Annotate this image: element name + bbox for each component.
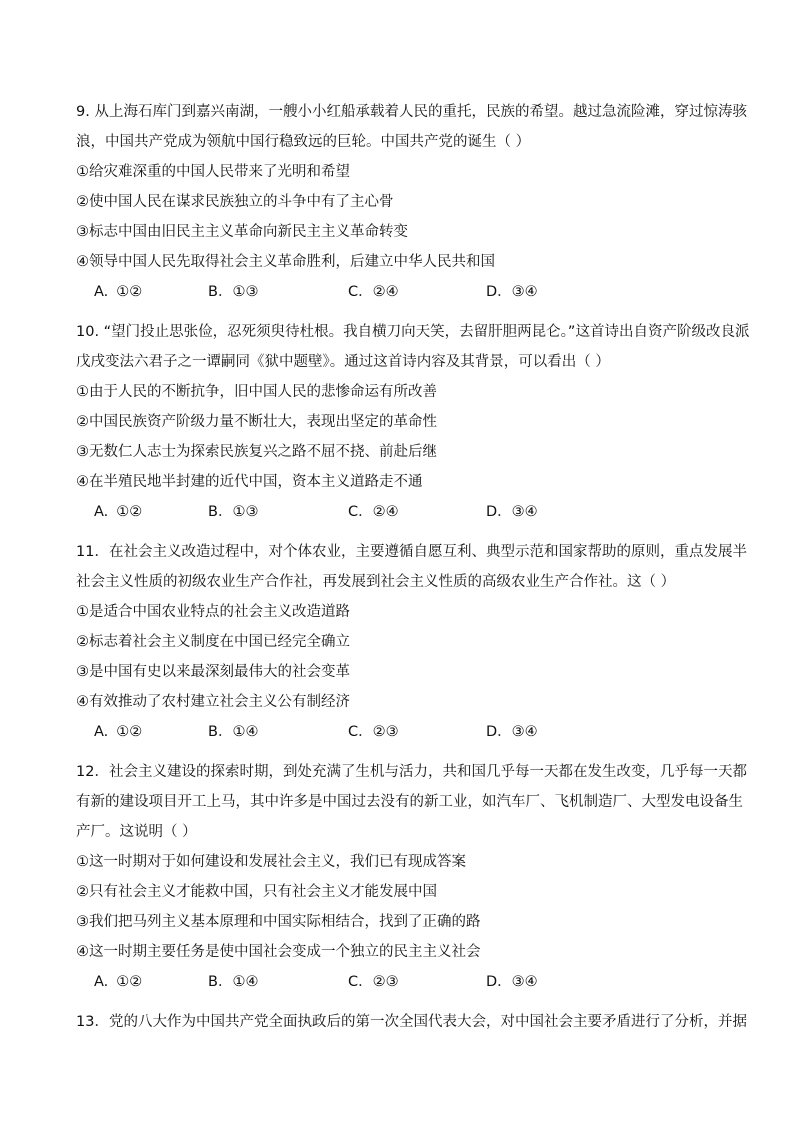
option-d[interactable]: D．③④ <box>486 974 538 990</box>
question-stem-line: 12．社会主义建设的探索时期，到处充满了生机与活力，共和国几乎每一天都在发生改变，几乎每一天都 <box>76 764 747 780</box>
statement-4: ④领导中国人民先取得社会主义革命胜利，后建立中华人民共和国 <box>76 254 495 270</box>
statement-2: ②使中国人民在谋求民族独立的斗争中有了主心骨 <box>76 194 394 210</box>
question-11 <box>76 537 747 747</box>
statement-3: ③是中国有史以来最深刻最伟大的社会变革 <box>76 664 350 680</box>
option-c[interactable]: C．②③ <box>348 724 399 740</box>
question-stem-line: 13．党的八大作为中国共产党全面执政后的第一次全国代表大会，对中国社会主要矛盾进行了分析，并据 <box>76 1014 747 1030</box>
option-d[interactable]: D．③④ <box>486 284 538 300</box>
question-stem-line: 11．在社会主义改造过程中，对个体农业，主要遵循自愿互利、典型示范和国家帮助的原则，重点发展半 <box>76 544 747 560</box>
option-a[interactable]: A. ①② <box>94 974 143 990</box>
statement-2: ②只有社会主义才能救中国，只有社会主义才能发展中国 <box>76 884 437 900</box>
question-stem-line: 9. 从上海石库门到嘉兴南湖，一艘小小红船承载着人民的重托，民族的希望。越过急流险滩，穿过惊涛骇 <box>76 104 747 120</box>
option-a[interactable]: A. ①② <box>94 724 143 740</box>
statement-3: ③标志中国由旧民主主义革命向新民主主义革命转变 <box>76 224 408 240</box>
statement-1: ①由于人民的不断抗争，旧中国人民的悲惨命运有所改善 <box>76 384 437 400</box>
question-10 <box>76 317 750 527</box>
statement-2: ②标志着社会主义制度在中国已经完全确立 <box>76 634 350 650</box>
option-d[interactable]: D．③④ <box>486 724 538 740</box>
statement-1: ①给灾难深重的中国人民带来了光明和希望 <box>76 164 350 180</box>
option-c[interactable]: C．②④ <box>348 284 399 300</box>
question-12 <box>76 757 747 997</box>
statement-1: ①这一时期对于如何建设和发展社会主义，我们已有现成答案 <box>76 854 466 870</box>
option-a[interactable]: A. ①② <box>94 284 143 300</box>
statement-1: ①是适合中国农业特点的社会主义改造道路 <box>76 604 350 620</box>
question-13 <box>76 1007 747 1037</box>
question-stem-line: 社会主义性质的初级农业生产合作社，再发展到社会主义性质的高级农业生产合作社。这（ ） <box>76 574 676 590</box>
question-stem-line: 10. “望门投止思张俭，忍死须臾待杜根。我自横刀向天笑，去留肝胆两昆仑。”这首诗出自资产阶级改良派 <box>76 324 750 340</box>
statement-3: ③我们把马列主义基本原理和中国实际相结合，找到了正确的路 <box>76 914 481 930</box>
statement-4: ④这一时期主要任务是使中国社会变成一个独立的民主主义社会 <box>76 944 481 960</box>
answer-options <box>76 717 724 747</box>
option-c[interactable]: C．②④ <box>348 504 399 520</box>
option-d[interactable]: D．③④ <box>486 504 538 520</box>
option-b[interactable]: B．①④ <box>208 974 259 990</box>
question-stem-line: 产厂。这说明（ ） <box>76 824 197 840</box>
question-stem-line: 戊戌变法六君子之一谭嗣同《狱中题壁》。通过这首诗内容及其背景，可以看出（ ） <box>76 354 610 370</box>
question-stem-line: 浪，中国共产党成为领航中国行稳致远的巨轮。中国共产党的诞生（ ） <box>76 134 531 150</box>
option-b[interactable]: B．①③ <box>208 284 259 300</box>
statement-2: ②中国民族资产阶级力量不断壮大，表现出坚定的革命性 <box>76 414 437 430</box>
option-b[interactable]: B．①③ <box>208 504 259 520</box>
question-stem-line: 有新的建设项目开工上马，其中许多是中国过去没有的新工业，如汽车厂、飞机制造厂、大型发电设备生 <box>76 794 743 810</box>
answer-options <box>76 277 724 307</box>
statement-3: ③无数仁人志士为探索民族复兴之路不屈不挠、前赴后继 <box>76 444 437 460</box>
option-a[interactable]: A. ①② <box>94 504 143 520</box>
option-c[interactable]: C．②③ <box>348 974 399 990</box>
answer-options <box>76 497 724 527</box>
statement-4: ④有效推动了农村建立社会主义公有制经济 <box>76 694 350 710</box>
question-9 <box>76 97 747 307</box>
answer-options <box>76 967 724 997</box>
statement-4: ④在半殖民地半封建的近代中国，资本主义道路走不通 <box>76 474 423 490</box>
option-b[interactable]: B．①④ <box>208 724 259 740</box>
